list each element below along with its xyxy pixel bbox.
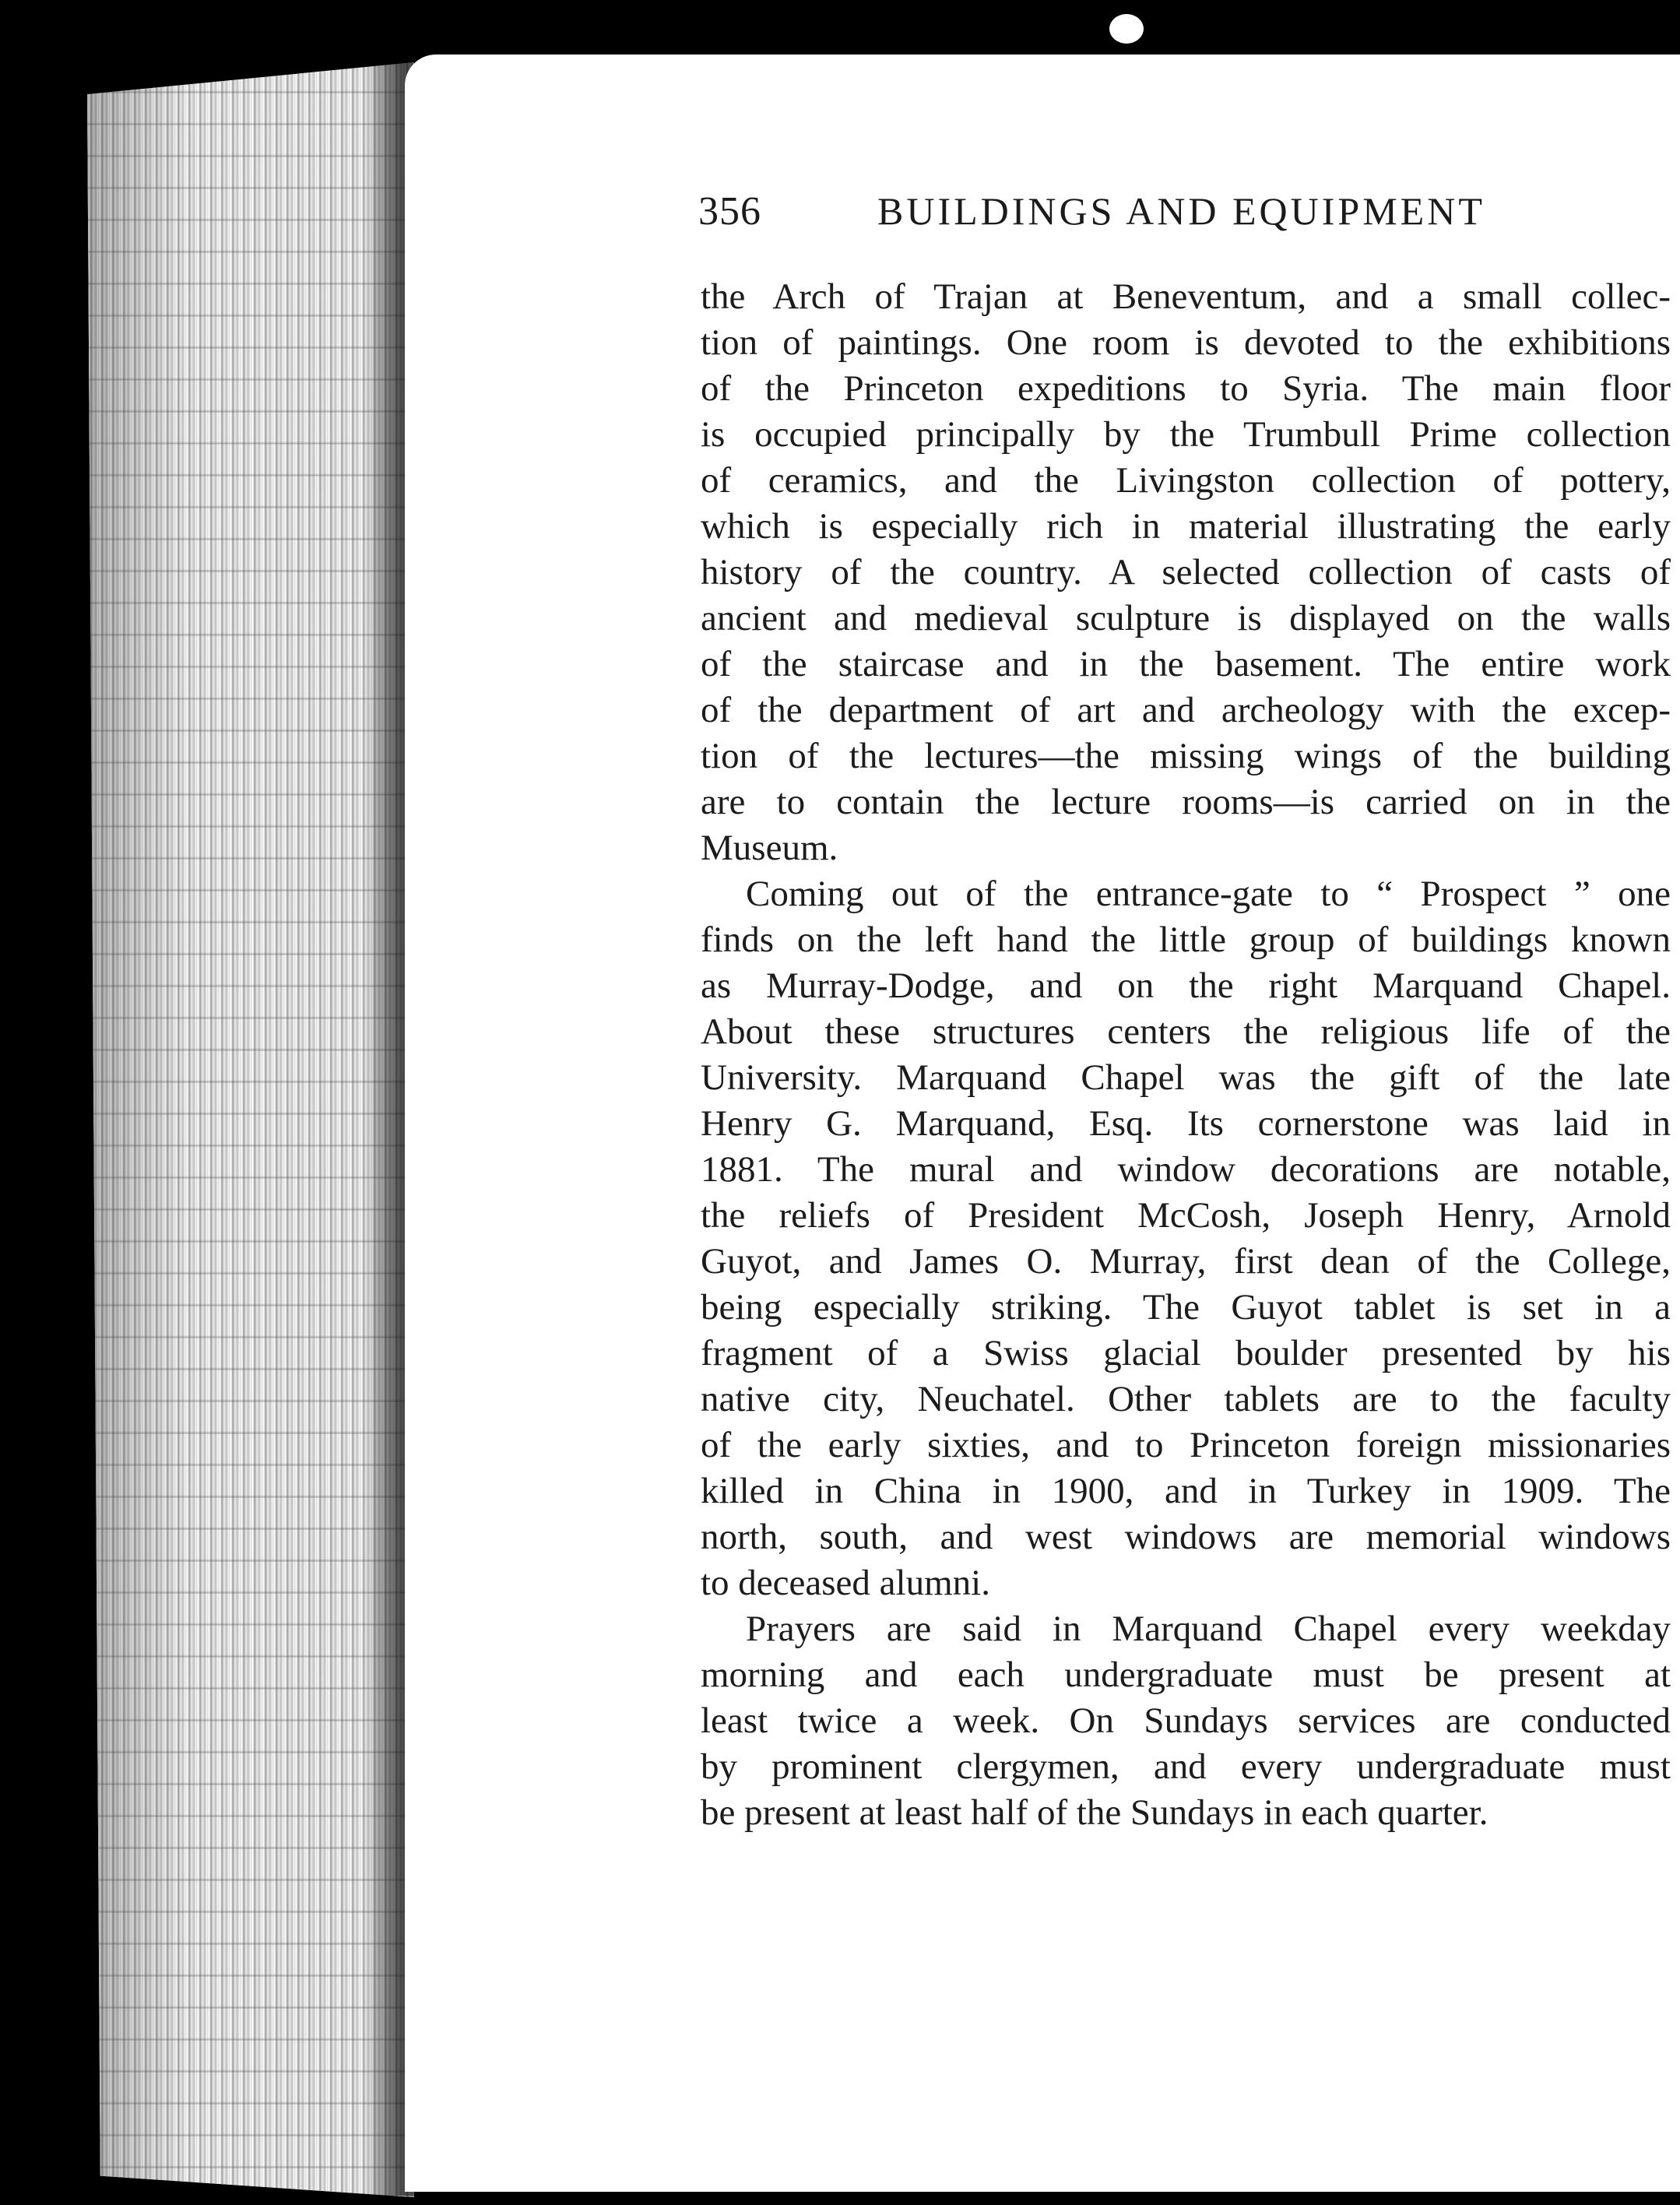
running-title: BUILDINGS AND EQUIPMENT — [877, 189, 1485, 233]
paragraph — [701, 274, 1671, 871]
text-line: be present at least half of the Sundays in each quarter. — [701, 1792, 1488, 1833]
text-line: finds on the left hand the little group of buildings known — [701, 920, 1671, 960]
text-line: to deceased alumni. — [701, 1563, 990, 1603]
body-text — [701, 274, 1671, 2003]
text-line: the Arch of Trajan at Beneventum, and a small collec- — [701, 276, 1671, 317]
text-line: Museum. — [701, 828, 838, 868]
running-head — [698, 188, 1680, 243]
text-line: fragment of a Swiss glacial boulder presented by his — [701, 1333, 1671, 1373]
text-line: tion of paintings. One room is devoted to the exhibitions — [701, 322, 1671, 363]
text-line: Guyot, and James O. Murray, first dean of the College, — [701, 1241, 1671, 1282]
text-line: by prominent clergymen, and every undergraduate must — [701, 1746, 1671, 1787]
text-line: of the early sixties, and to Princeton foreign missionaries — [701, 1425, 1671, 1465]
text-line: as Murray-Dodge, and on the right Marquand Chapel. — [701, 965, 1671, 1006]
text-line: morning and each undergraduate must be present at — [701, 1655, 1671, 1695]
text-line: University. Marquand Chapel was the gift of the late — [701, 1057, 1671, 1098]
text-line: tion of the lectures—the missing wings of the building — [701, 736, 1671, 776]
text-line: which is especially rich in material illustrating the early — [701, 506, 1671, 547]
text-line: least twice a week. On Sundays services are conducted — [701, 1700, 1671, 1741]
page-number: 356 — [698, 189, 761, 234]
text-line: of the department of art and archeology with the excep- — [701, 690, 1671, 730]
text-line: are to contain the lecture rooms—is carried on in the — [701, 782, 1671, 822]
text-line: killed in China in 1900, and in Turkey in 1909. The — [701, 1471, 1671, 1511]
text-line: 1881. The mural and window decorations are notable, — [701, 1149, 1671, 1190]
text-line: of the Princeton expeditions to Syria. The main floor — [701, 368, 1671, 409]
paragraph — [701, 871, 1671, 1606]
text-line: north, south, and west windows are memorial windows — [701, 1517, 1671, 1557]
text-line: history of the country. A selected collection of casts of — [701, 552, 1671, 593]
text-line: is occupied principally by the Trumbull Prime collection — [701, 414, 1671, 455]
paragraph — [701, 1606, 1671, 1836]
text-line: of ceramics, and the Livingston collection of pottery, — [701, 460, 1671, 501]
text-line: native city, Neuchatel. Other tablets are to the faculty — [701, 1379, 1671, 1419]
text-line: the reliefs of President McCosh, Joseph Henry, Arnold — [701, 1195, 1671, 1236]
page-block-edge — [87, 62, 414, 2197]
text-line: Prayers are said in Marquand Chapel every weekday — [746, 1609, 1671, 1649]
text-line: About these structures centers the religious life of the — [701, 1011, 1671, 1052]
text-line: Henry G. Marquand, Esq. Its cornerstone was laid in — [701, 1103, 1671, 1144]
text-line: Coming out of the entrance-gate to “ Prospect ” one — [746, 874, 1671, 914]
text-line: ancient and medieval sculpture is displayed on the walls — [701, 598, 1671, 638]
text-line: of the staircase and in the basement. The entire work — [701, 644, 1671, 684]
punch-hole-mark — [1109, 14, 1144, 44]
text-line: being especially striking. The Guyot tablet is set in a — [701, 1287, 1671, 1328]
